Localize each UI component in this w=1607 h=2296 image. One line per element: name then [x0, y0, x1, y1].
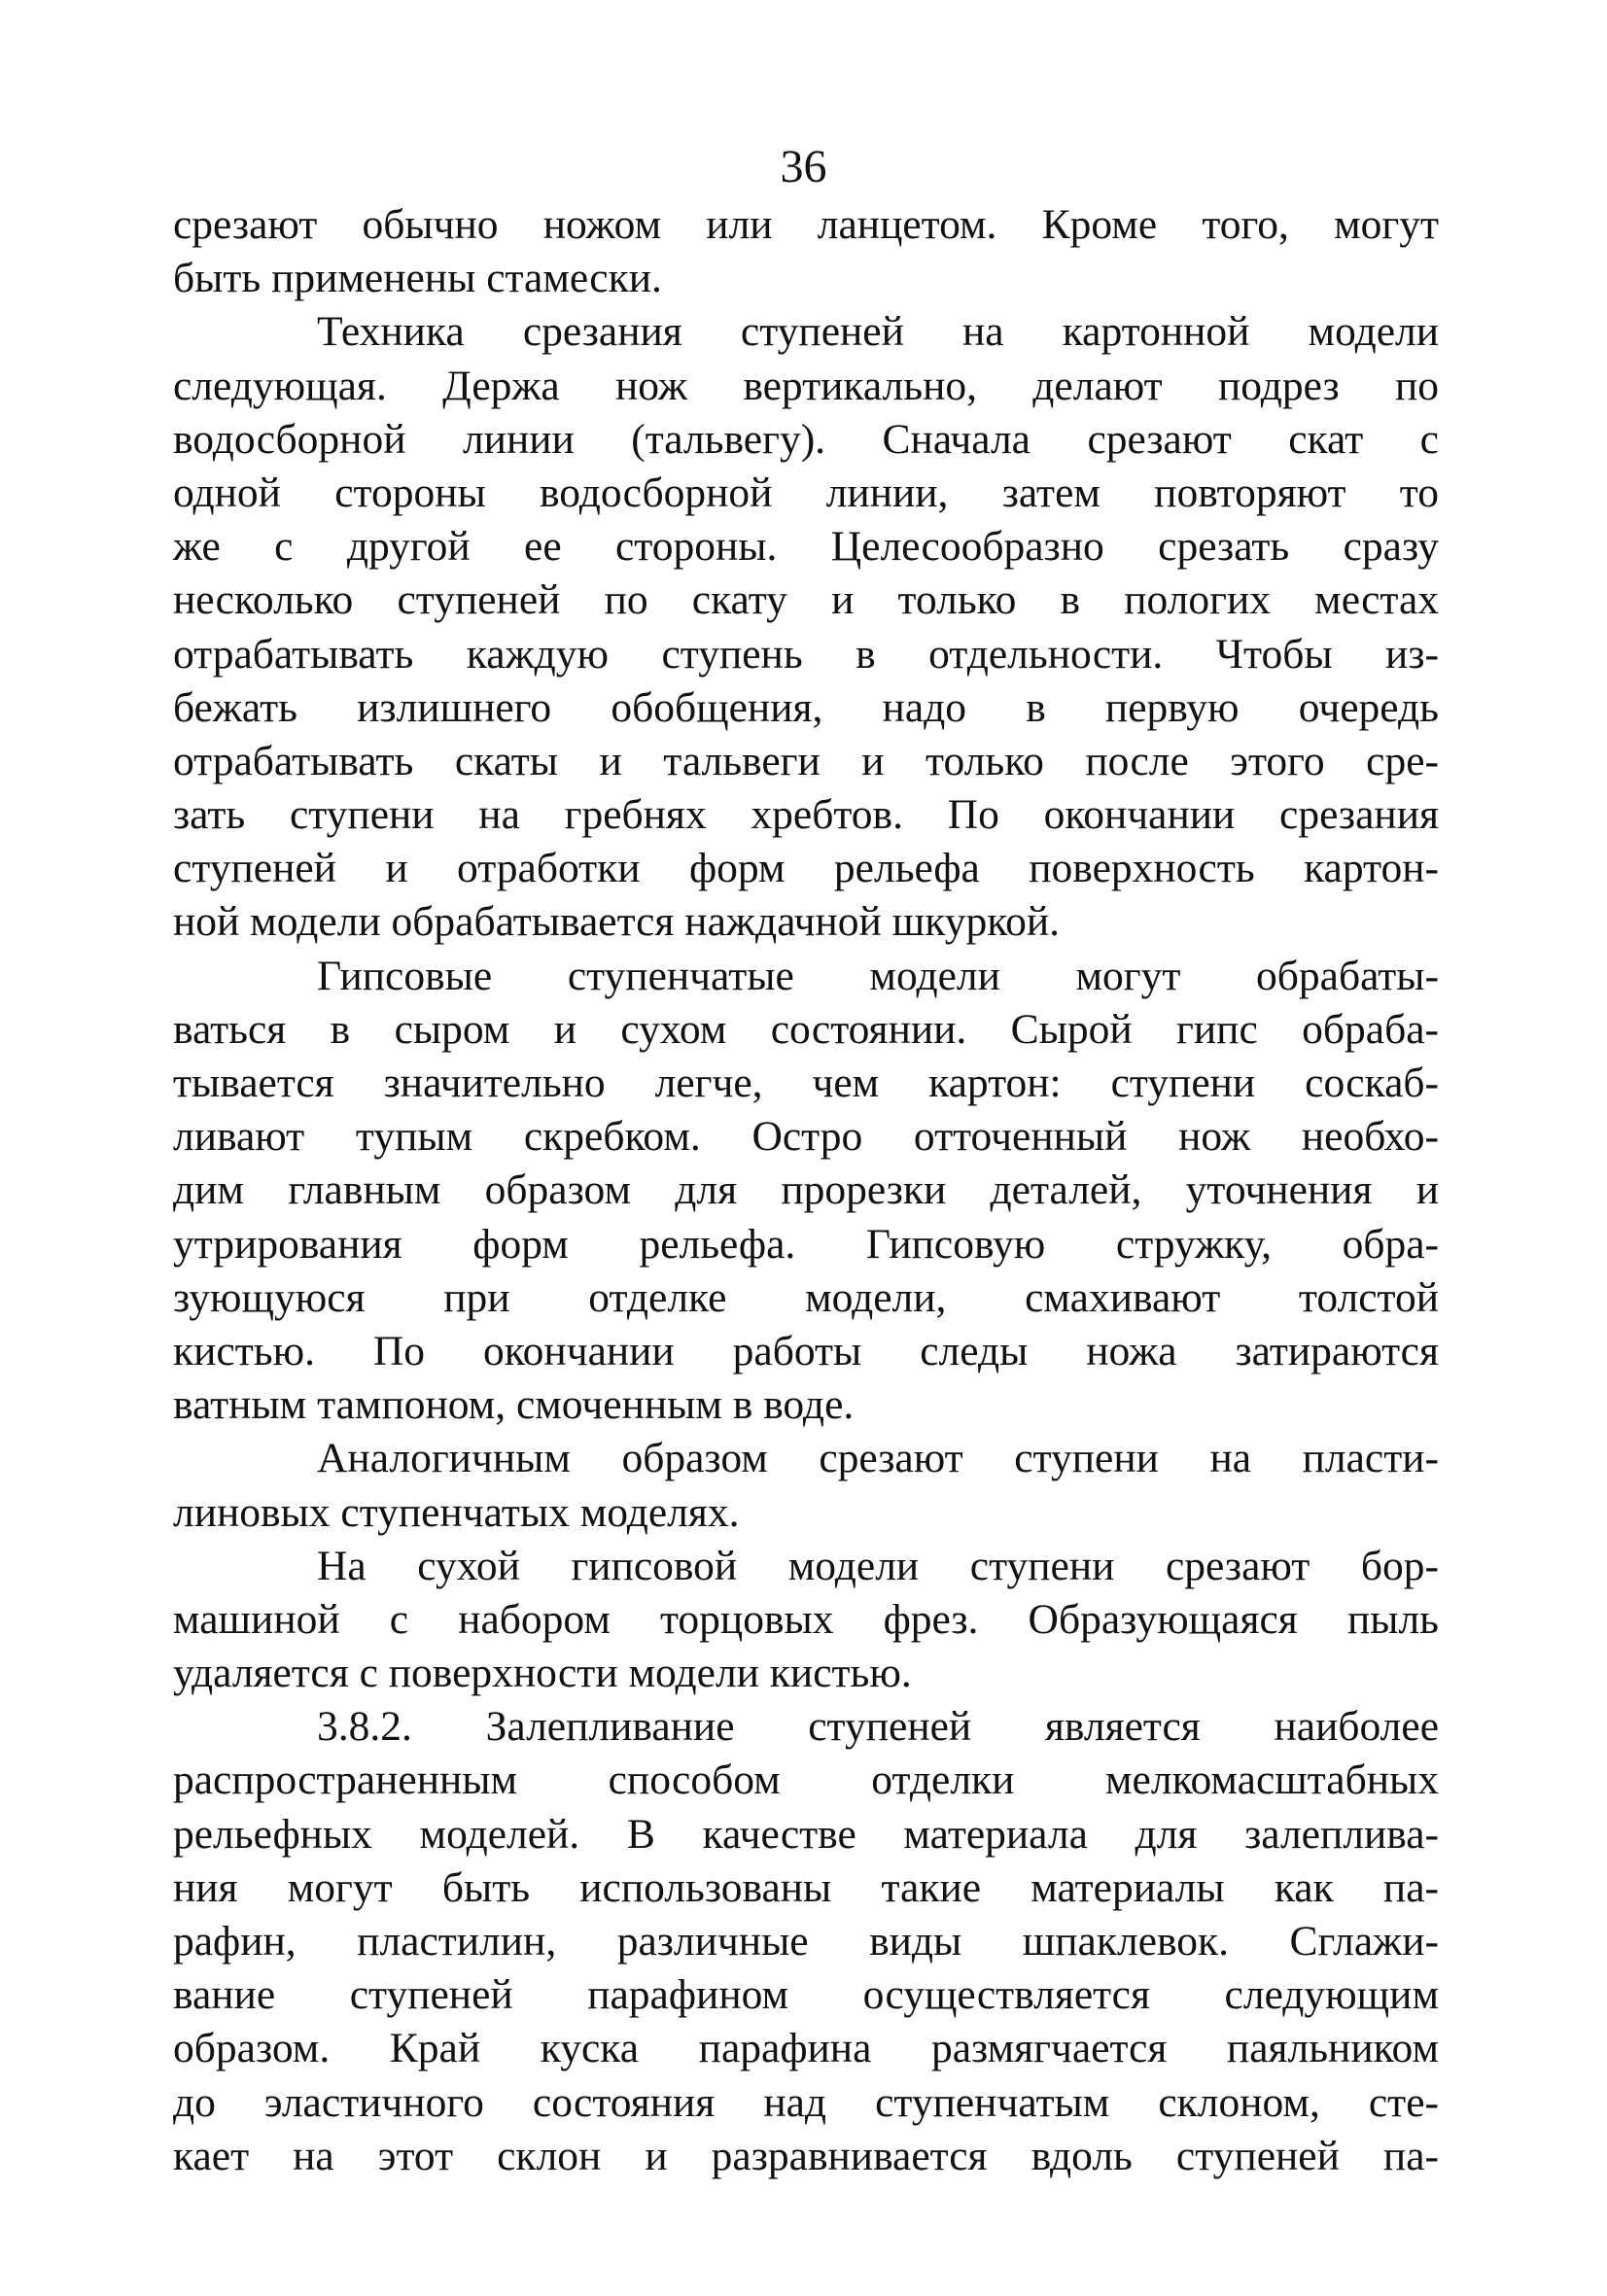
text-line: кает на этот склон и разравнивается вдоль ступеней па-	[173, 2132, 1439, 2179]
body-text	[173, 198, 1439, 2183]
text-line: зующуюся при отделке модели, смахивают толстой	[173, 1273, 1439, 1321]
text-line: ливают тупым скребком. Остро отточенный нож необхо-	[173, 1113, 1439, 1161]
text-line: следующая. Держа нож вертикально, делают подрез по	[173, 362, 1439, 409]
text-line: распространенным способом отделки мелкомасштабных	[173, 1757, 1439, 1804]
text-line: отрабатывать скаты и тальвеги и только после этого сре-	[173, 737, 1439, 784]
text-line: рафин, пластилин, различные виды шпаклевок. Сглажи-	[173, 1918, 1439, 1965]
text-line: ваться в сыром и сухом состоянии. Сырой гипс обраба-	[173, 1005, 1439, 1053]
text-line: рельефных моделей. В качестве материала для залеплива-	[173, 1810, 1439, 1858]
text-line: 3.8.2. Залепливание ступеней является наиболее	[317, 1703, 1439, 1751]
text-line: кистью. По окончании работы следы ножа затираются	[173, 1327, 1439, 1374]
text-line: ния могут быть использованы такие материалы как па-	[173, 1863, 1439, 1911]
text-line: Техника срезания ступеней на картонной модели	[317, 308, 1439, 356]
text-line: дим главным образом для прорезки деталей, уточнения и	[173, 1166, 1439, 1214]
text-line: тывается значительно легче, чем картон: ступени соскаб-	[173, 1060, 1439, 1106]
text-line: зать ступени на гребнях хребтов. По окончании срезания	[173, 791, 1439, 839]
text-line: удаляется с поверхности модели кистью.	[173, 1650, 912, 1697]
text-line: бежать излишнего обобщения, надо в первую очередь	[173, 683, 1439, 731]
text-line: ступеней и отработки форм рельефа поверхность картон-	[173, 845, 1439, 892]
text-line: машиной с набором торцовых фрез. Образующаяся пыль	[173, 1595, 1439, 1643]
text-line: Гипсовые ступенчатые модели могут обрабаты-	[317, 952, 1439, 999]
text-line: до эластичного состояния над ступенчатым склоном, сте-	[173, 2078, 1439, 2126]
text-line: образом. Край куска парафина размягчается паяльником	[173, 2025, 1439, 2072]
text-line: водосборной линии (тальвегу). Сначала срезают скат с	[173, 415, 1439, 463]
text-line: вание ступеней парафином осуществляется следующим	[173, 1971, 1439, 2019]
text-line: же с другой ее стороны. Целесообразно срезать сразу	[173, 523, 1439, 571]
text-line: На сухой гипсовой модели ступени срезают бор-	[317, 1542, 1439, 1589]
text-line: срезают обычно ножом или ланцетом. Кроме того, могут	[173, 201, 1439, 248]
text-line: Аналогичным образом срезают ступени на пласти-	[317, 1435, 1439, 1482]
page-number: 36	[780, 141, 827, 192]
text-line: линовых ступенчатых моделях.	[173, 1488, 740, 1536]
text-line: несколько ступеней по скату и только в пологих местах	[173, 576, 1439, 624]
text-line: ватным тампоном, смоченным в воде.	[173, 1381, 855, 1429]
text-line: отрабатывать каждую ступень в отдельности. Чтобы из-	[173, 630, 1439, 678]
text-line: утрирования форм рельефа. Гипсовую стружку, обра-	[173, 1220, 1439, 1268]
text-line: одной стороны водосборной линии, затем повторяют то	[173, 469, 1439, 516]
text-line: ной модели обрабатывается наждачной шкуркой.	[173, 898, 1061, 946]
text-line: быть применены стамески.	[173, 255, 662, 302]
